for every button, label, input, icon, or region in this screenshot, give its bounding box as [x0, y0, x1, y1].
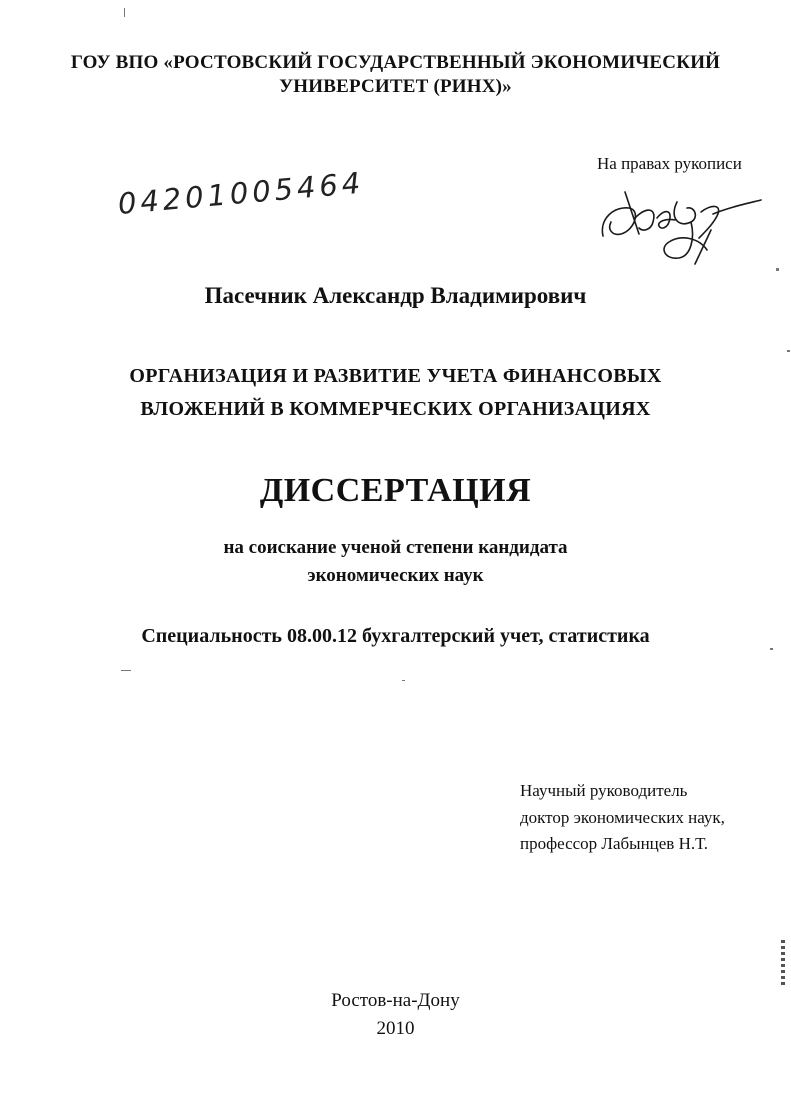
scan-speck — [776, 268, 779, 271]
institution-line-2: УНИВЕРСИТЕТ (РИНХ)» — [279, 76, 512, 97]
signature-icon — [595, 178, 765, 268]
author-name: Пасечник Александр Владимирович — [204, 283, 587, 308]
document-type-heading: ДИССЕРТАЦИЯ — [259, 472, 532, 509]
specialty-line: Специальность 08.00.12 бухгалтерский учет, статистика — [141, 625, 650, 647]
supervisor-role: Научный руководитель — [520, 781, 688, 800]
degree-line-1: на соискание ученой степени кандидата — [223, 537, 568, 558]
city: Ростов-на-Дону — [331, 990, 460, 1011]
scan-speck — [787, 350, 790, 352]
supervisor-degree: доктор экономических наук, — [520, 808, 725, 827]
year: 2010 — [376, 1018, 415, 1039]
scan-speck — [781, 940, 785, 988]
supervisor-name: профессор Лабынцев Н.Т. — [520, 834, 709, 853]
thesis-title-line-1: ОРГАНИЗАЦИЯ И РАЗВИТИЕ УЧЕТА ФИНАНСОВЫХ — [129, 365, 662, 387]
degree-line-2: экономических наук — [307, 565, 484, 586]
rights-note: На правах рукописи — [597, 154, 742, 173]
institution-line-1: ГОУ ВПО «РОСТОВСКИЙ ГОСУДАРСТВЕННЫЙ ЭКОНОМИЧЕСКИЙ — [70, 52, 721, 73]
scan-speck — [402, 680, 405, 681]
inventory-number: 04201005464 — [116, 165, 366, 221]
scan-speck — [121, 670, 131, 671]
scan-speck — [124, 8, 125, 17]
scan-speck — [770, 648, 773, 650]
thesis-title-line-2: ВЛОЖЕНИЙ В КОММЕРЧЕСКИХ ОРГАНИЗАЦИЯХ — [140, 398, 651, 420]
